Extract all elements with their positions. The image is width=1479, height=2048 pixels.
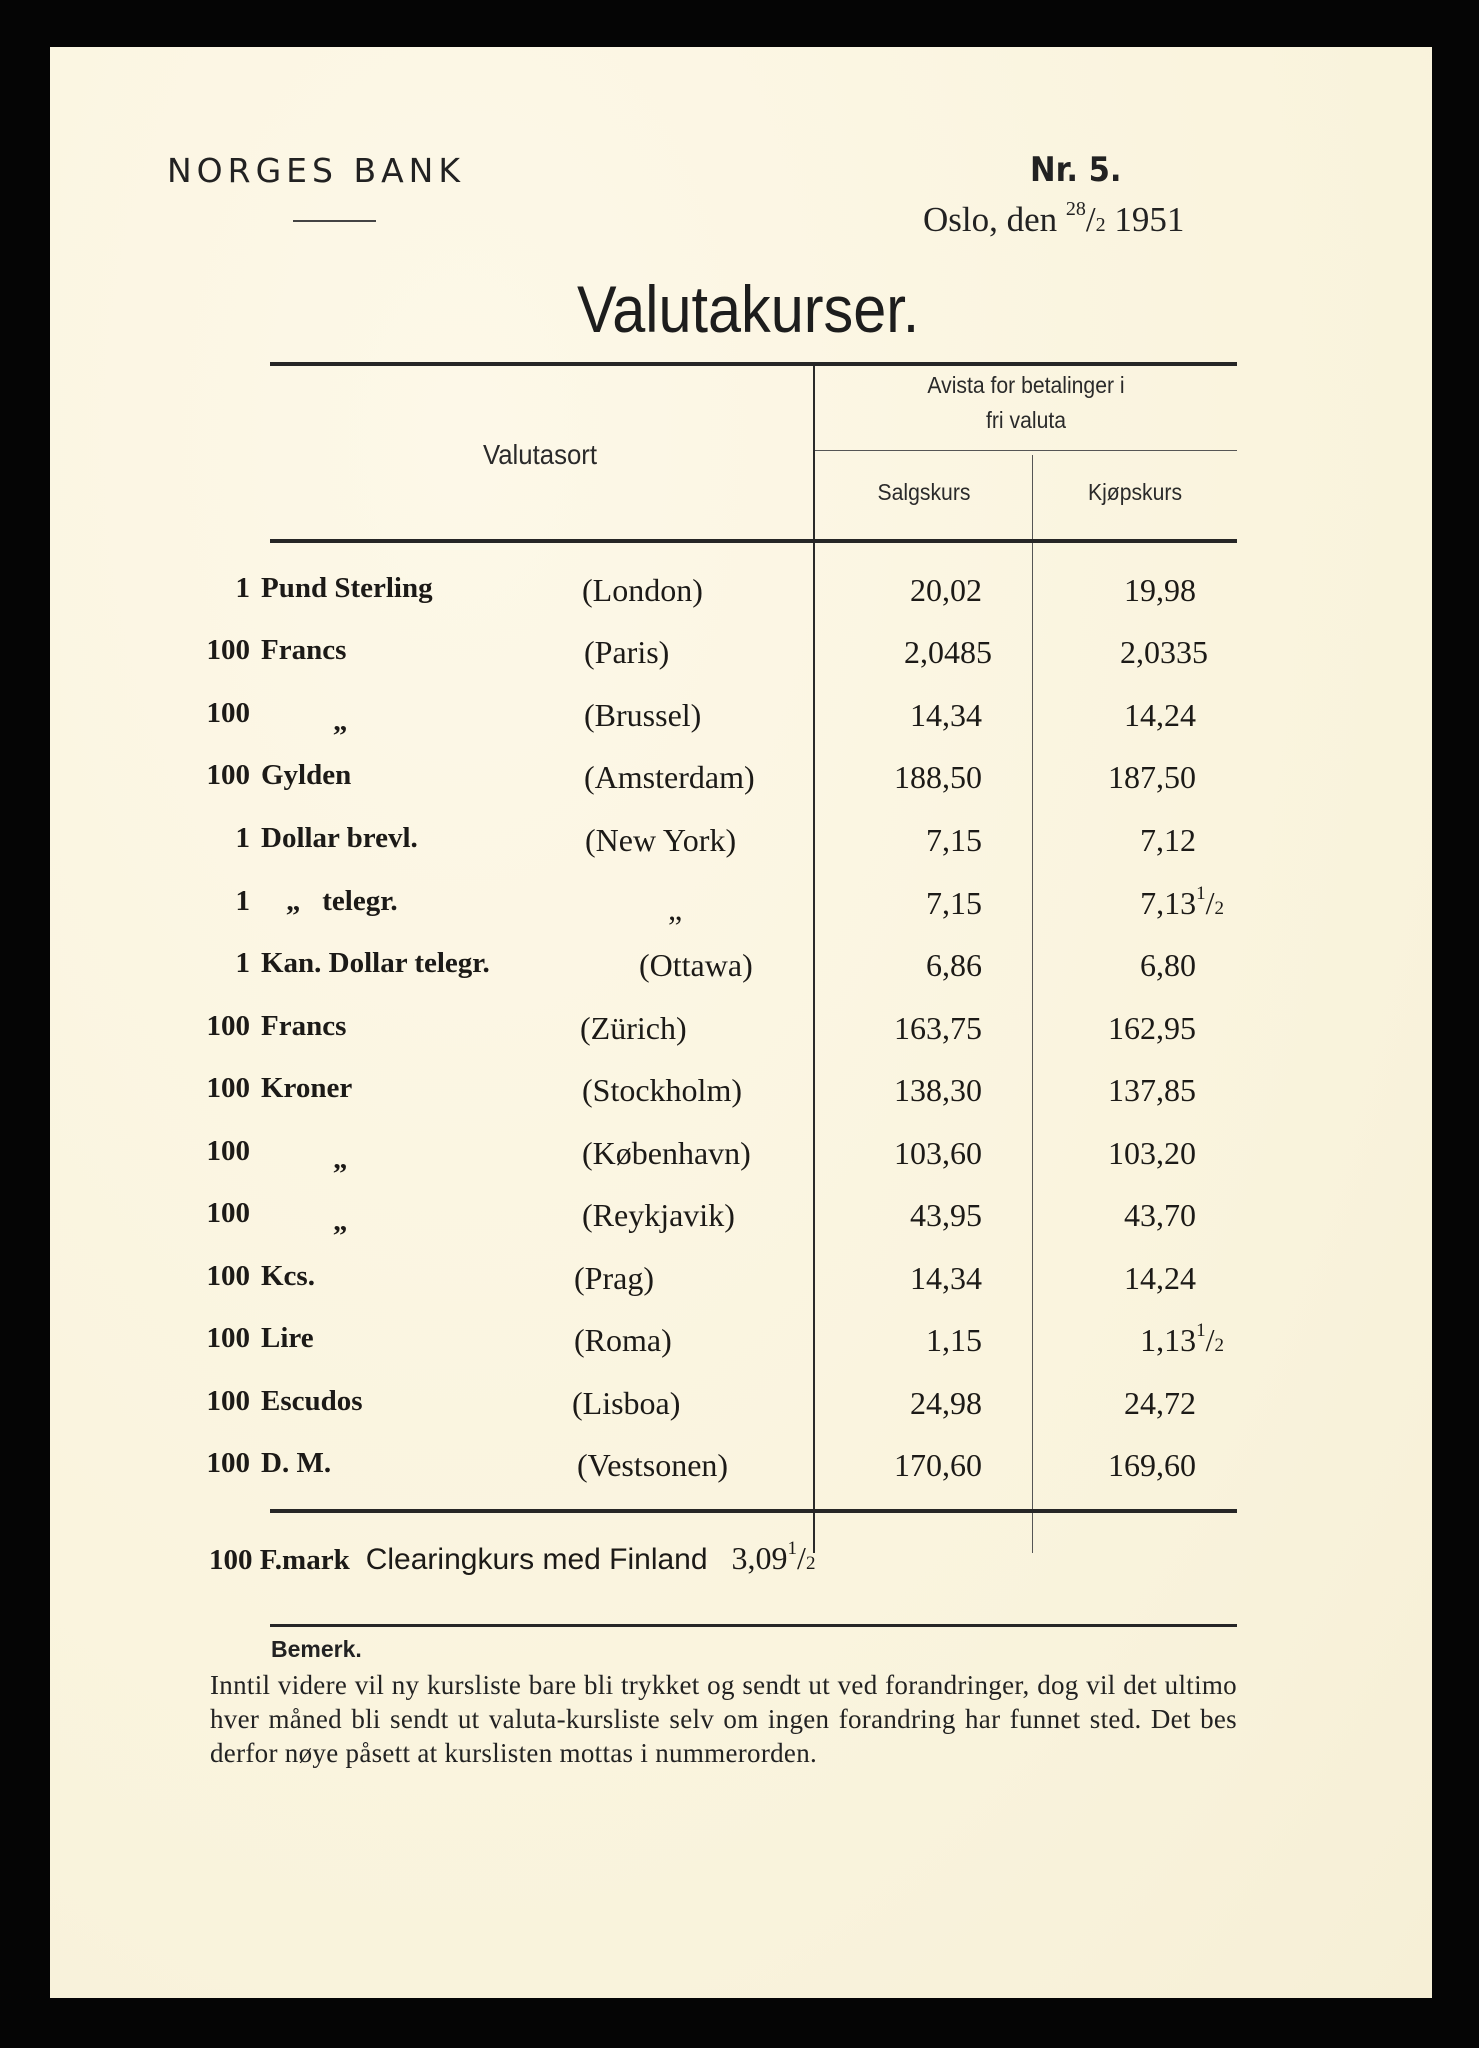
row-currency: „ telegr. [286,885,398,917]
row-currency: Kroner [261,1072,353,1104]
clearing-rate-line [209,1540,815,1577]
row-buy-rate: 1,13$^1$/2 [1140,1320,1224,1358]
clearing-label: 100 F.mark [209,1544,350,1576]
date-month: 2 [1095,214,1106,236]
row-sell-rate: 2,0485 [904,634,992,670]
row-buy-rate: 6,80 [1140,947,1196,983]
table-row [50,1197,1432,1257]
row-buy-rate-value: 1,13 [1140,1322,1197,1358]
row-quantity: 100 [206,1260,250,1292]
row-buy-rate: 14,24 [1124,1260,1196,1296]
row-quantity: 100 [206,697,250,729]
page-title: Valutakurser. [577,272,920,346]
row-city: (Ottawa) [639,947,753,983]
row-city: (Brussel) [584,697,702,733]
row-currency-ditto: „ [333,705,348,737]
table-row [50,1072,1432,1132]
row-quantity: 1 [235,947,250,979]
row-sell-rate: 7,15 [926,885,982,921]
group-header-line2: fri valuta [986,407,1066,433]
date-prefix: Oslo, den [923,200,1066,239]
table-bottom-rule [270,1509,1237,1513]
row-buy-rate: 162,95 [1108,1010,1196,1046]
row-city: (London) [582,572,703,608]
row-city: (New York) [585,822,737,858]
table-row [50,1322,1432,1382]
row-sell-rate: 14,34 [910,697,982,733]
table-row [50,1010,1432,1070]
row-city: (Reykjavik) [582,1197,735,1233]
row-sell-rate: 163,75 [894,1010,982,1046]
row-sell-rate: 24,98 [910,1385,982,1421]
list-number: Nr. 5. [1030,150,1122,190]
group-header-line1: Avista for betalinger i [927,372,1125,398]
column-header-currency: Valutasort [482,439,598,470]
row-currency: Francs [261,634,347,666]
row-buy-rate: 19,98 [1124,572,1196,608]
table-row [50,822,1432,882]
table-header-bottom-rule [270,539,1237,543]
group-header-rule [815,450,1237,451]
row-buy-rate: 187,50 [1108,759,1196,795]
table-row [50,1385,1432,1445]
row-sell-rate: 170,60 [894,1447,982,1483]
issue-date: Oslo, den $^{28}$/2 1951 [923,198,1185,239]
row-city: (Zürich) [580,1010,687,1046]
row-sell-rate: 6,86 [926,947,982,983]
row-currency: Lire [261,1322,314,1354]
row-currency: Kan. Dollar telegr. [261,947,490,979]
row-buy-rate: 7,13$^1$/2 [1140,883,1224,921]
row-quantity: 100 [206,1385,250,1417]
table-row [50,759,1432,819]
row-quantity: 100 [206,1072,250,1104]
column-header-sell: Salgskurs [877,479,971,505]
clearing-value-number: 3,09 [731,1540,788,1576]
row-currency: Escudos [261,1385,363,1417]
date-day: 28 [1065,198,1086,220]
row-quantity: 100 [206,1322,250,1354]
row-buy-rate: 24,72 [1124,1385,1196,1421]
row-quantity: 100 [206,1010,250,1042]
row-currency: Francs [261,1010,347,1042]
row-buy-rate: 43,70 [1124,1197,1196,1233]
row-sell-rate: 1,15 [926,1322,982,1358]
row-sell-rate: 103,60 [894,1135,982,1171]
table-row [50,1447,1432,1507]
table-row [50,634,1432,694]
row-quantity: 1 [235,822,250,854]
row-buy-rate: 169,60 [1108,1447,1196,1483]
row-currency: Gylden [261,759,352,791]
row-sell-rate: 7,15 [926,822,982,858]
header-dash-divider [293,220,376,222]
row-sell-rate: 188,50 [894,759,982,795]
row-quantity: 1 [235,572,250,604]
row-city-ditto: „ [668,891,683,927]
row-currency-ditto: „ [333,1143,348,1175]
row-city: (Stockholm) [582,1072,742,1108]
row-sell-rate: 43,95 [910,1197,982,1233]
note-title: Bemerk. [271,1636,362,1662]
column-header-buy: Kjøpskurs [1087,479,1183,505]
table-row [50,697,1432,757]
row-buy-rate-value: 7,13 [1140,885,1197,921]
row-city: (Lisboa) [572,1385,681,1421]
row-city: (Paris) [584,634,670,670]
row-buy-rate: 14,24 [1124,697,1196,733]
row-quantity: 100 [206,634,250,666]
row-city: (Prag) [574,1260,654,1296]
row-buy-rate: 2,0335 [1120,634,1208,670]
row-currency-ditto: „ [333,1205,348,1237]
row-buy-rate: 103,20 [1108,1135,1196,1171]
table-top-rule [270,362,1237,366]
row-city: (Vestsonen) [577,1447,729,1483]
row-sell-rate: 20,02 [910,572,982,608]
table-row [50,572,1432,632]
row-city: (Roma) [574,1322,672,1358]
row-currency: Pund Sterling [261,572,433,604]
clearing-value: 3,09$^1$/2 [731,1538,816,1576]
row-sell-rate: 138,30 [894,1072,982,1108]
row-quantity: 100 [206,759,250,791]
document-page [50,47,1432,1998]
row-currency: Dollar brevl. [261,822,418,854]
row-buy-rate: 7,12 [1140,822,1196,858]
table-row [50,1260,1432,1320]
row-city: (Amsterdam) [584,759,755,795]
row-buy-rate: 137,85 [1108,1072,1196,1108]
row-quantity: 100 [206,1135,250,1167]
table-row [50,885,1432,945]
clearing-frac-num: 1 [787,1538,798,1559]
row-quantity: 100 [206,1197,250,1229]
row-quantity: 1 [235,885,250,917]
row-currency: D. M. [261,1447,332,1479]
table-row [50,1135,1432,1195]
bank-name: NORGES BANK [167,151,465,190]
row-currency: Kcs. [261,1260,315,1292]
clearing-text: Clearingkurs med Finland [365,1543,708,1576]
table-row [50,947,1432,1007]
row-quantity: 100 [206,1447,250,1479]
note-body: Inntil videre vil ny kursliste bare bli trykket og sendt ut ved forandringer, dog vil det ultimo hver måned bli sendt ut valuta-kursliste selv om ingen forandring har funnet sted. Det bes derfor nøye påsett at kurslisten mottas i nummerorden. [210,1670,1237,1768]
row-city: (København) [582,1135,751,1171]
clearing-frac-den: 2 [805,1553,816,1574]
row-sell-rate: 14,34 [910,1260,982,1296]
date-year: 1951 [1105,200,1185,239]
note-top-rule [270,1624,1237,1627]
